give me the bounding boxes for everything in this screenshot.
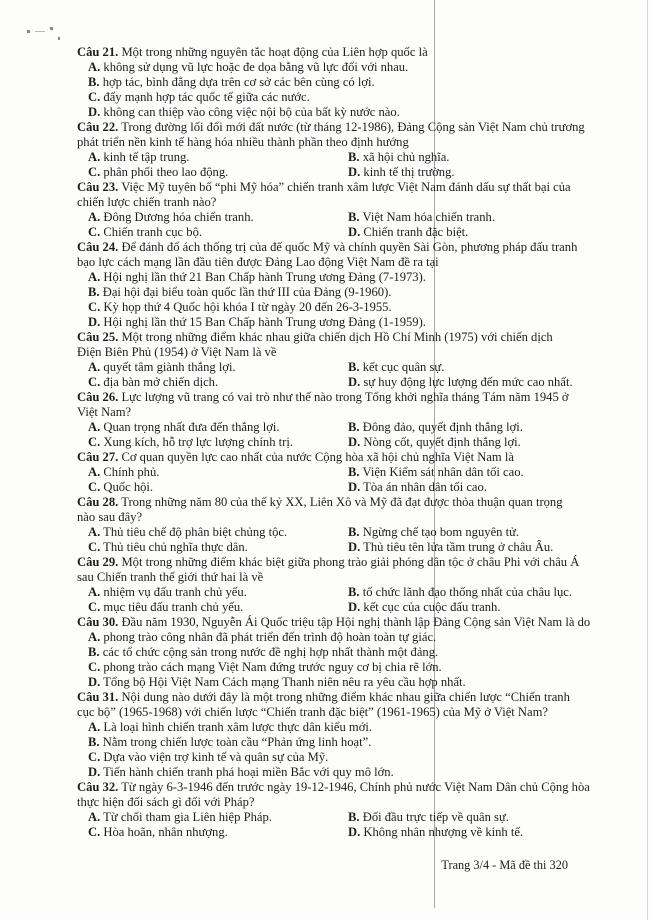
question-32	[77, 780, 590, 840]
option-text: Thủ tiêu tên lửa tầm trung ở châu Âu.	[363, 540, 554, 554]
answer-option-b	[337, 210, 567, 225]
option-label: D.	[348, 480, 361, 494]
option-label: B.	[88, 75, 100, 89]
answer-option-d	[337, 225, 567, 240]
option-row	[77, 600, 567, 615]
question-22	[77, 120, 585, 180]
question-stem-text: nào sau đây?	[77, 510, 143, 524]
answer-option-d	[337, 540, 567, 555]
option-text: Chính phủ.	[103, 465, 160, 479]
option-row	[77, 165, 567, 180]
answer-option-c	[77, 225, 337, 240]
option-row	[77, 540, 567, 555]
option-label: B.	[348, 810, 360, 824]
answer-option-d	[77, 315, 567, 330]
option-label: B.	[88, 735, 100, 749]
question-stem-text: Một trong những nguyên tắc hoạt động của Liên hợp quốc là	[121, 45, 428, 59]
question-number: Câu 23.	[77, 180, 119, 194]
option-text: nhiệm vụ đấu tranh chủ yếu.	[103, 585, 247, 599]
option-label: D.	[88, 675, 101, 689]
option-text: không sử dụng vũ lực hoặc đe dọa bằng vũ lực đối với nhau.	[103, 60, 409, 74]
answer-option-a	[77, 720, 567, 735]
question-stem-text: Để đánh đổ ách thống trị của đế quốc Mỹ và chính quyền Sài Gòn, phương pháp đấu tranh	[121, 240, 578, 254]
option-row	[77, 825, 567, 840]
answer-option-b	[77, 285, 567, 300]
option-text: Không nhân nhượng về kinh tế.	[363, 825, 524, 839]
question-stem-line	[77, 390, 567, 405]
answer-option-c	[77, 435, 337, 450]
option-text: Đối đầu trực tiếp về quân sự.	[362, 810, 509, 824]
option-label: D.	[348, 540, 361, 554]
option-row	[77, 225, 567, 240]
option-label: D.	[88, 315, 101, 329]
option-text: Tổng bộ Hội Việt Nam Cách mạng Thanh niên nêu ra yêu cầu hợp nhất.	[103, 675, 466, 689]
answer-option-b	[77, 735, 567, 750]
option-label: B.	[348, 360, 360, 374]
question-stem-line	[77, 135, 567, 150]
option-row	[77, 435, 567, 450]
answer-option-b	[337, 360, 567, 375]
answer-option-b	[77, 75, 567, 90]
option-text: quyết tâm giành thắng lợi.	[103, 360, 236, 374]
option-label: C.	[88, 90, 101, 104]
question-stem-text: bạo lực cách mạng lần đầu tiên được Đảng Lao động Việt Nam đề ra tại	[77, 255, 439, 269]
answer-option-a	[77, 150, 337, 165]
option-label: D.	[348, 435, 361, 449]
answer-option-b	[337, 420, 567, 435]
answer-option-b	[337, 810, 567, 825]
answer-option-a	[77, 210, 337, 225]
option-text: kinh tế thị trường.	[363, 165, 455, 179]
question-stem-text: sau Chiến tranh thế giới thứ hai là về	[77, 570, 264, 584]
option-text: không can thiệp vào công việc nội bộ của bất kỳ nước nào.	[103, 105, 400, 119]
question-stem-line	[77, 330, 567, 345]
option-row	[77, 465, 567, 480]
answer-option-c	[77, 165, 337, 180]
option-text: sự huy động lực lượng đến mức cao nhất.	[363, 375, 573, 389]
question-number: Câu 30.	[77, 615, 119, 629]
option-text: Hội nghị lần thứ 15 Ban Chấp hành Trung ương Đảng (1-1959).	[103, 315, 426, 329]
option-text: Thủ tiêu chủ nghĩa thực dân.	[103, 540, 248, 554]
option-text: Quốc hội.	[103, 480, 154, 494]
question-stem-text: chiến lược chiến tranh nào?	[77, 195, 217, 209]
option-text: Kỳ họp thứ 4 Quốc hội khóa I từ ngày 20 đến 26-3-1955.	[103, 300, 392, 314]
answer-option-a	[77, 525, 337, 540]
scan-marks	[27, 25, 61, 41]
option-row	[77, 420, 567, 435]
option-label: B.	[348, 150, 360, 164]
question-27	[77, 450, 567, 495]
option-row	[77, 375, 573, 390]
option-label: A.	[88, 360, 101, 374]
question-30	[77, 615, 591, 690]
question-stem-text: thực hiện đối sách gì đối với Pháp?	[77, 795, 255, 809]
answer-option-b	[337, 465, 567, 480]
option-label: B.	[348, 210, 360, 224]
question-21	[77, 45, 567, 120]
option-label: C.	[88, 750, 101, 764]
option-label: C.	[88, 600, 101, 614]
answer-option-a	[77, 270, 567, 285]
question-stem-text: Đầu năm 1930, Nguyễn Ái Quốc triệu tập Hội nghị thành lập Đảng Cộng sản Việt Nam là do	[121, 615, 591, 629]
question-stem-text: Lực lượng vũ trang có vai trò như thế nào trong Tổng khởi nghĩa tháng Tám năm 1945 ở	[121, 390, 569, 404]
question-stem-text: Một trong những điểm khác nhau giữa chiến dịch Hồ Chí Minh (1975) với chiến dịch	[121, 330, 553, 344]
answer-option-d	[77, 675, 567, 690]
question-31	[77, 690, 570, 780]
answer-option-b	[337, 585, 572, 600]
answer-option-c	[77, 660, 567, 675]
option-label: C.	[88, 375, 101, 389]
option-label: D.	[348, 225, 361, 239]
option-text: Thủ tiêu chế độ phân biệt chủng tộc.	[103, 525, 288, 539]
answer-option-a	[77, 465, 337, 480]
answer-option-a	[77, 810, 337, 825]
question-stem-line	[77, 570, 567, 585]
option-text: Nằm trong chiến lược toàn cầu “Phản ứng linh hoạt”.	[102, 735, 372, 749]
answer-option-a	[77, 420, 337, 435]
option-label: A.	[88, 585, 101, 599]
answer-option-d	[337, 600, 567, 615]
option-text: Hòa hoãn, nhân nhượng.	[103, 825, 228, 839]
option-row	[77, 525, 567, 540]
option-label: D.	[88, 765, 101, 779]
answer-option-c	[77, 750, 567, 765]
answer-option-a	[77, 60, 567, 75]
option-text: kết cục quân sự.	[362, 360, 445, 374]
option-label: B.	[88, 645, 100, 659]
question-stem-text: Việt Nam?	[77, 405, 132, 419]
option-label: C.	[88, 480, 101, 494]
option-text: mục tiêu đấu tranh chủ yếu.	[103, 600, 244, 614]
option-label: A.	[88, 630, 101, 644]
option-label: D.	[348, 825, 361, 839]
question-stem-text: Việc Mỹ tuyên bố “phi Mỹ hóa” chiến tranh xâm lược Việt Nam đánh dấu sự thất bại của	[121, 180, 571, 194]
option-label: C.	[88, 300, 101, 314]
question-number: Câu 31.	[77, 690, 119, 704]
answer-option-d	[337, 825, 567, 840]
option-label: C.	[88, 435, 101, 449]
question-stem-line	[77, 405, 567, 420]
question-number: Câu 26.	[77, 390, 119, 404]
answer-option-d	[337, 375, 573, 390]
option-label: A.	[88, 210, 101, 224]
question-number: Câu 27.	[77, 450, 119, 464]
option-label: D.	[88, 105, 101, 119]
option-text: Tòa án nhân dân tối cao.	[363, 480, 487, 494]
option-label: C.	[88, 540, 101, 554]
option-text: Tiến hành chiến tranh phá hoại miền Bắc với quy mô lớn.	[103, 765, 394, 779]
option-text: Nòng cốt, quyết định thắng lợi.	[363, 435, 521, 449]
option-text: kinh tế tập trung.	[103, 150, 190, 164]
option-text: phong trào cách mạng Việt Nam đứng trước nguy cơ bị chia rẽ lớn.	[103, 660, 442, 674]
question-stem-line	[77, 180, 571, 195]
option-label: A.	[88, 810, 101, 824]
answer-option-a	[77, 630, 567, 645]
question-number: Câu 32.	[77, 780, 119, 794]
page-footer: Trang 3/4 - Mã đề thi 320	[441, 858, 568, 872]
option-text: Là loại hình chiến tranh xâm lược thực dân kiểu mới.	[103, 720, 373, 734]
answer-option-c	[77, 480, 337, 495]
question-28	[77, 495, 567, 555]
question-23	[77, 180, 571, 240]
option-text: Từ chối tham gia Liên hiệp Pháp.	[103, 810, 272, 824]
answer-option-c	[77, 540, 337, 555]
option-label: D.	[348, 375, 361, 389]
question-number: Câu 24.	[77, 240, 119, 254]
option-label: C.	[88, 825, 101, 839]
question-stem-line	[77, 690, 570, 705]
answer-option-c	[77, 825, 337, 840]
option-row	[77, 480, 567, 495]
question-stem-text: cục bộ” (1965-1968) với chiến lược “Chiến tranh đặc biệt” (1961-1965) của Mỹ ở Việt Nam?	[77, 705, 548, 719]
question-stem-line	[77, 795, 567, 810]
answer-option-d	[337, 480, 567, 495]
question-24	[77, 240, 578, 330]
question-number: Câu 25.	[77, 330, 119, 344]
option-label: B.	[348, 420, 360, 434]
option-row	[77, 585, 573, 600]
answer-option-d	[77, 765, 567, 780]
option-text: hợp tác, bình đẳng dựa trên cơ sở các bên cùng có lợi.	[102, 75, 375, 89]
question-stem-text: Từ ngày 6-3-1946 đến trước ngày 19-12-1946, Chính phủ nước Việt Nam Dân chủ Cộng hòa	[121, 780, 590, 794]
option-text: Đông Dương hóa chiến tranh.	[103, 210, 254, 224]
option-text: Viện Kiểm sát nhân dân tối cao.	[362, 465, 524, 479]
option-label: A.	[88, 720, 101, 734]
answer-option-b	[77, 645, 567, 660]
option-text: Ngừng chế tạo bom nguyên tử.	[362, 525, 520, 539]
question-stem-line	[77, 555, 580, 570]
option-row	[77, 210, 567, 225]
option-text: Việt Nam hóa chiến tranh.	[362, 210, 495, 224]
option-label: A.	[88, 465, 101, 479]
question-number: Câu 22.	[77, 120, 119, 134]
option-text: tổ chức lãnh đạo thống nhất của châu lục.	[362, 585, 573, 599]
option-text: Đông đảo, quyết định thắng lợi.	[362, 420, 523, 434]
question-29	[77, 555, 580, 615]
option-text: phong trào công nhân đã phát triển đến trình độ hoàn toàn tự giác.	[103, 630, 437, 644]
option-text: xã hội chủ nghĩa.	[362, 150, 450, 164]
answer-option-d	[337, 165, 567, 180]
question-stem-text: Trong đường lối đổi mới đất nước (từ tháng 12-1986), Đảng Cộng sản Việt Nam chủ trương	[121, 120, 585, 134]
option-label: A.	[88, 60, 101, 74]
option-text: Hội nghị lần thứ 21 Ban Chấp hành Trung ương Đảng (7-1973).	[103, 270, 426, 284]
question-number: Câu 28.	[77, 495, 119, 509]
option-label: A.	[88, 420, 101, 434]
option-row	[77, 810, 567, 825]
option-row	[77, 150, 567, 165]
option-label: B.	[348, 585, 360, 599]
option-text: Quan trọng nhất đưa đến thắng lợi.	[103, 420, 280, 434]
question-stem-text: Điện Biên Phủ (1954) ở Việt Nam là về	[77, 345, 277, 359]
option-label: D.	[348, 165, 361, 179]
question-stem-line	[77, 120, 585, 135]
page-edge-line	[647, 0, 648, 920]
option-label: D.	[348, 600, 361, 614]
answer-option-c	[77, 375, 337, 390]
question-stem-text: phát triển nền kinh tế hàng hóa nhiều thành phần theo định hướng	[77, 135, 409, 149]
question-stem-line	[77, 615, 591, 630]
option-text: Dựa vào viện trợ kinh tế và quân sự của Mỹ.	[103, 750, 329, 764]
option-label: C.	[88, 225, 101, 239]
option-text: địa bàn mở chiến dịch.	[103, 375, 219, 389]
option-label: A.	[88, 150, 101, 164]
option-label: B.	[348, 465, 360, 479]
question-stem-line	[77, 495, 567, 510]
option-label: A.	[88, 270, 101, 284]
question-stem-line	[77, 255, 567, 270]
exam-page	[77, 45, 591, 840]
question-stem-line	[77, 45, 567, 60]
answer-option-a	[77, 360, 337, 375]
question-stem-line	[77, 780, 590, 795]
question-stem-line	[77, 705, 567, 720]
question-stem-line	[77, 240, 578, 255]
option-text: Chiến tranh cục bộ.	[103, 225, 203, 239]
question-stem-text: Trong những năm 80 của thế kỷ XX, Liên Xô và Mỹ đã đạt được thỏa thuận quan trọng	[121, 495, 563, 509]
question-stem-line	[77, 345, 567, 360]
answer-option-d	[337, 435, 567, 450]
option-text: kết cục của cuộc đấu tranh.	[363, 600, 501, 614]
answer-option-b	[337, 525, 567, 540]
question-stem-line	[77, 195, 567, 210]
answer-option-d	[77, 105, 567, 120]
option-text: đẩy mạnh hợp tác quốc tế giữa các nước.	[103, 90, 310, 104]
option-label: C.	[88, 165, 101, 179]
option-label: C.	[88, 660, 101, 674]
option-row	[77, 360, 567, 375]
answer-option-c	[77, 90, 567, 105]
option-label: B.	[88, 285, 100, 299]
option-label: B.	[348, 525, 360, 539]
question-stem-text: Nội dung nào dưới đây là một trong những điểm khác nhau giữa chiến lược “Chiến tranh	[121, 690, 570, 704]
answer-option-c	[77, 600, 337, 615]
question-26	[77, 390, 567, 450]
question-number: Câu 29.	[77, 555, 119, 569]
question-stem-line	[77, 510, 567, 525]
option-text: phân phối theo lao động.	[103, 165, 229, 179]
option-text: Chiến tranh đặc biệt.	[363, 225, 469, 239]
option-text: các tổ chức cộng sản trong nước đề nghị hợp nhất thành một đảng.	[102, 645, 439, 659]
option-text: Đại hội đại biểu toàn quốc lần thứ III của Đảng (9-1960).	[102, 285, 392, 299]
answer-option-a	[77, 585, 337, 600]
question-stem-text: Một trong những điểm khác biệt giữa phong trào giải phóng dân tộc ở châu Phi với châu Á	[121, 555, 580, 569]
question-stem-text: Cơ quan quyền lực cao nhất của nước Cộng hòa xã hội chủ nghĩa Việt Nam là	[121, 450, 514, 464]
answer-option-c	[77, 300, 567, 315]
answer-option-b	[337, 150, 567, 165]
option-text: Xung kích, hỗ trợ lực lượng chính trị.	[103, 435, 294, 449]
question-number: Câu 21.	[77, 45, 119, 59]
question-25	[77, 330, 573, 390]
option-label: A.	[88, 525, 101, 539]
question-stem-line	[77, 450, 567, 465]
